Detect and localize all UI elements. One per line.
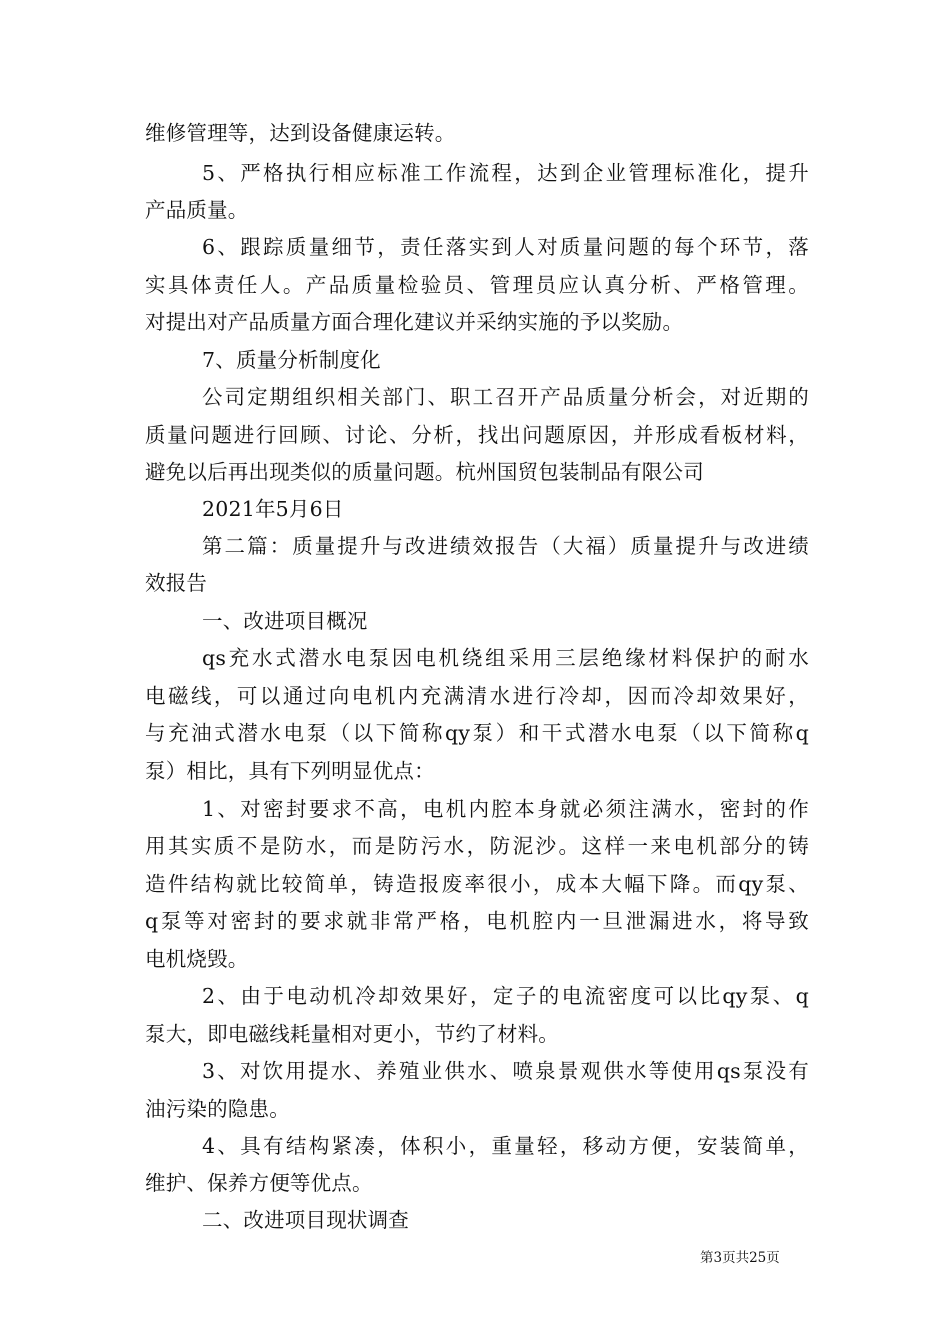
paragraph-line: 电磁线，可以通过向电机内充满清水进行冷却，因而冷却效果好， xyxy=(145,684,809,708)
page-footer: 第3页共25页 xyxy=(700,1250,780,1266)
paragraph-line: 用其实质不是防水，而是防污水，防泥沙。这样一来电机部分的铸 xyxy=(145,834,809,858)
paragraph-line: 2、由于电动机冷却效果好，定子的电流密度可以比qy泵、q xyxy=(202,984,809,1008)
paragraph-line: 油污染的隐患。 xyxy=(145,1097,290,1121)
paragraph-line: 实具体责任人。产品质量检验员、管理员应认真分析、严格管理。 xyxy=(145,273,809,297)
subheading: 二、改进项目现状调查 xyxy=(202,1208,409,1232)
paragraph-line: 避免以后再出现类似的质量问题。杭州国贸包装制品有限公司 xyxy=(145,460,704,484)
section-heading: 效报告 xyxy=(145,571,208,595)
paragraph-line: 泵大，即电磁线耗量相对更小，节约了材料。 xyxy=(145,1022,559,1046)
paragraph-line: 维修管理等，达到设备健康运转。 xyxy=(145,121,456,145)
paragraph-line: q泵等对密封的要求就非常严格，电机腔内一旦泄漏进水，将导致 xyxy=(145,909,809,933)
paragraph-line: 6、跟踪质量细节，责任落实到人对质量问题的每个环节，落 xyxy=(202,235,809,259)
paragraph-line: 电机烧毁。 xyxy=(145,947,249,971)
paragraph-line: 7、质量分析制度化 xyxy=(202,348,381,372)
paragraph-line: 公司定期组织相关部门、职工召开产品质量分析会，对近期的 xyxy=(202,385,809,409)
paragraph-line: 对提出对产品质量方面合理化建议并采纳实施的予以奖励。 xyxy=(145,310,684,334)
paragraph-line: 产品质量。 xyxy=(145,198,249,222)
paragraph-line: qs充水式潜水电泵因电机绕组采用三层绝缘材料保护的耐水 xyxy=(202,646,809,670)
paragraph-line: 1、对密封要求不高，电机内腔本身就必须注满水，密封的作 xyxy=(202,797,809,821)
paragraph-line: 造件结构就比较简单，铸造报废率很小，成本大幅下降。而qy泵、 xyxy=(145,872,809,896)
paragraph-line: 5、严格执行相应标准工作流程，达到企业管理标准化，提升 xyxy=(202,161,809,185)
subheading: 一、改进项目概况 xyxy=(202,609,368,633)
paragraph-line: 维护、保养方便等优点。 xyxy=(145,1171,373,1195)
date-line: 2021年5月6日 xyxy=(202,497,344,521)
section-heading: 第二篇：质量提升与改进绩效报告（大福）质量提升与改进绩 xyxy=(202,534,809,558)
paragraph-line: 泵）相比，具有下列明显优点： xyxy=(145,759,435,783)
paragraph-line: 与充油式潜水电泵（以下简称qy泵）和干式潜水电泵（以下简称q xyxy=(145,721,809,745)
paragraph-line: 质量问题进行回顾、讨论、分析，找出问题原因，并形成看板材料， xyxy=(145,423,809,447)
paragraph-line: 3、对饮用提水、养殖业供水、喷泉景观供水等使用qs泵没有 xyxy=(202,1059,809,1083)
paragraph-line: 4、具有结构紧凑，体积小，重量轻，移动方便，安装简单， xyxy=(202,1134,809,1158)
